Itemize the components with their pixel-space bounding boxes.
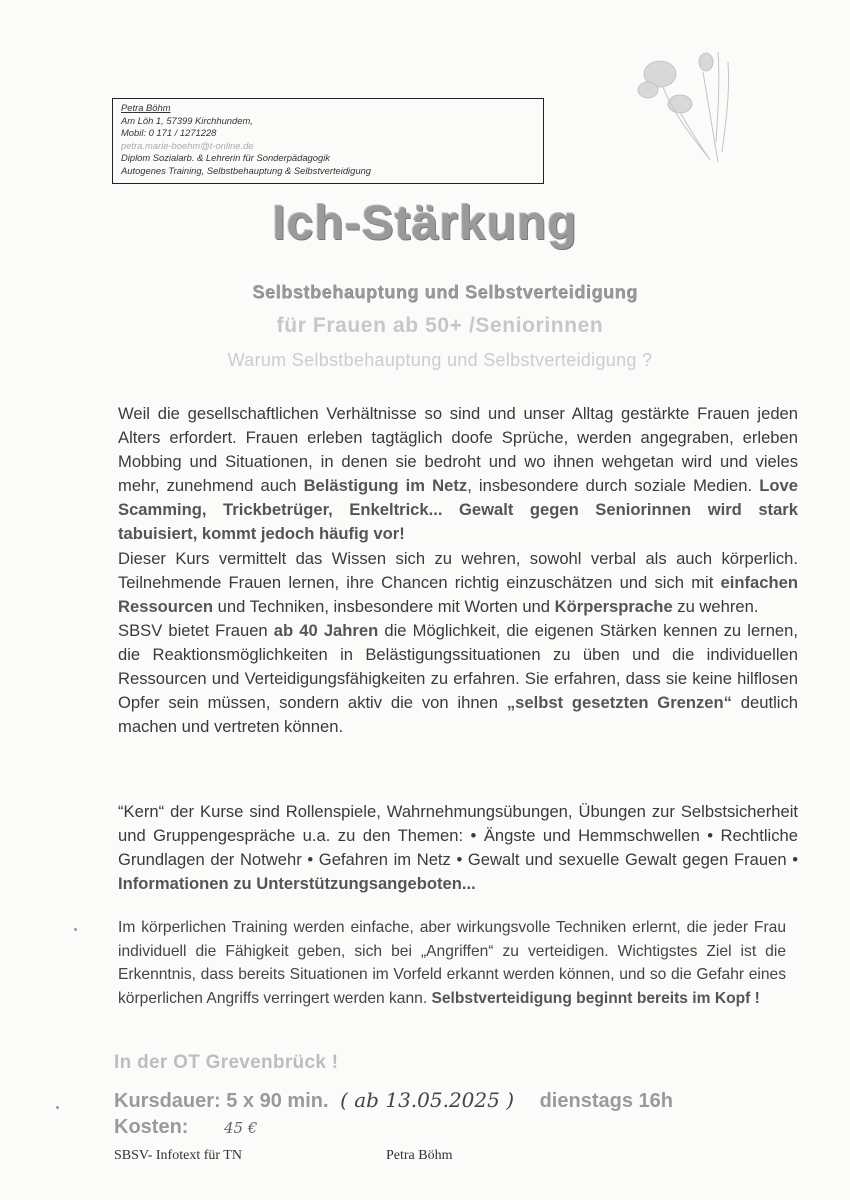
footer-right: Petra Böhm xyxy=(386,1148,453,1163)
contact-box xyxy=(112,98,544,184)
paragraph-intro xyxy=(118,402,798,739)
text-run: Dieser Kurs vermittelt das Wissen sich zu wehren, sowohl verbal als auch körperlich. Teilnehmende Frauen lernen, ihre Chancen richtig einzuschätzen und sich mit xyxy=(118,548,798,592)
text-bold: Love Scamming, Trickbetrüger, Enkeltrick... Gewalt gegen Seniorinnen wird stark tabuisiert, kommt jedoch häufig vor! xyxy=(118,476,798,544)
text-bold: „selbst gesetzten Grenzen“ xyxy=(506,693,732,713)
text-bold: einfachen Ressourcen xyxy=(118,572,798,616)
contact-email: petra.marie-boehm@t-online.de xyxy=(121,139,254,151)
text-bold: Informationen zu Unterstützungsangeboten... xyxy=(118,874,476,894)
text-run: deutlich machen und vertreten können. xyxy=(118,693,799,737)
text-run: die Möglichkeit, die eigenen Stärken kennen zu lernen, die Reaktionsmöglichkeiten in Belästigungssituationen zu üben und die individuellen Ressourcen und Verteidigungsfähigkeiten zu erfahren. Sie erfahren, dass sie keine hilflosen Opfer sein müssen, sondern aktiv die von ihnen xyxy=(118,620,798,713)
text-bold: Belästigung im Netz xyxy=(303,476,468,496)
subtitle-audience: für Frauen ab 50+ /Seniorinnen xyxy=(276,314,604,337)
subtitle-main: Selbstbehauptung und Selbstverteidigung xyxy=(252,282,638,302)
location-line: In der OT Grevenbrück ! xyxy=(114,1052,339,1073)
page-title: Ich-Stärkung xyxy=(272,197,578,250)
text-run: zu wehren. xyxy=(672,596,759,616)
footer-left: SBSV- Infotext für TN xyxy=(114,1148,242,1163)
text-bold: Körpersprache xyxy=(554,596,673,616)
cost-handwritten: 45 € xyxy=(224,1119,258,1137)
course-day: dienstags 16h xyxy=(539,1090,673,1112)
text-bold: ab 40 Jahren xyxy=(273,620,379,640)
text-run: SBSV bietet Frauen xyxy=(118,620,274,640)
text-bold: Selbstverteidigung beginnt bereits im Kopf ! xyxy=(431,989,760,1007)
paragraph-course-core xyxy=(118,800,798,896)
text-run: , insbesondere durch soziale Medien. xyxy=(467,476,760,496)
text-run: Weil die gesellschaftlichen Verhältnisse so sind und unser Alltag gestärkte Frauen jeden Alters erfordert. Frauen erleben tagtäglich doofe Sprüche, werden angegraben, erleben Mobbing und Situationen, in denen sie bedroht und wo ihnen wehgetan wird und vieles mehr, zunehmend auch xyxy=(118,404,798,496)
duration-label: Kursdauer: 5 x 90 min. xyxy=(114,1090,329,1112)
contact-qualification-2: Autogenes Training, Selbstbehauptung & Selbstverteidigung xyxy=(121,164,371,176)
course-duration xyxy=(114,1088,673,1113)
contact-name: Petra Böhm xyxy=(121,102,171,113)
scan-speck xyxy=(74,928,77,931)
text-run: “Kern“ der Kurse sind Rollenspiele, Wahrnehmungsübungen, Übungen zur Selbstsicherheit und Gruppengespräche u.a. zu den Themen: • Ängste und Hemmschwellen • Rechtliche Grundlagen der Notwehr • Gefahren im Netz • Gewalt und sexuelle Gewalt gegen Frauen • xyxy=(118,802,798,870)
subtitle-question: Warum Selbstbehauptung und Selbstverteidigung ? xyxy=(227,350,653,370)
start-date-handwritten: ( ab 13.05.2025 ) xyxy=(340,1088,515,1112)
paragraph-physical-training xyxy=(118,916,786,1010)
contact-address: Am Löh 1, 57399 Kirchhundem, xyxy=(121,114,253,126)
course-cost xyxy=(114,1116,257,1139)
text-run: Im körperlichen Training werden einfache, aber wirkungsvolle Techniken erlernt, die jeder Frau individuell die Fähigkeit geben, sich bei „Angriffen“ zu verteidigen. Wichtigstes Ziel ist die Erkenntnis, dass bereits Situationen im Vorfeld erkannt werden können, und so die Gefahr eines körperlichen Angriffs verringert werden kann. xyxy=(118,919,786,1007)
flower-sketch-icon xyxy=(618,32,758,172)
contact-qualification-1: Diplom Sozialarb. & Lehrerin für Sonderpädagogik xyxy=(121,152,330,164)
text-run: und Techniken, insbesondere mit Worten und xyxy=(213,596,555,616)
contact-mobile: Mobil: 0 171 / 1271228 xyxy=(121,127,217,139)
cost-label: Kosten: xyxy=(114,1116,189,1138)
scan-speck xyxy=(56,1106,59,1109)
